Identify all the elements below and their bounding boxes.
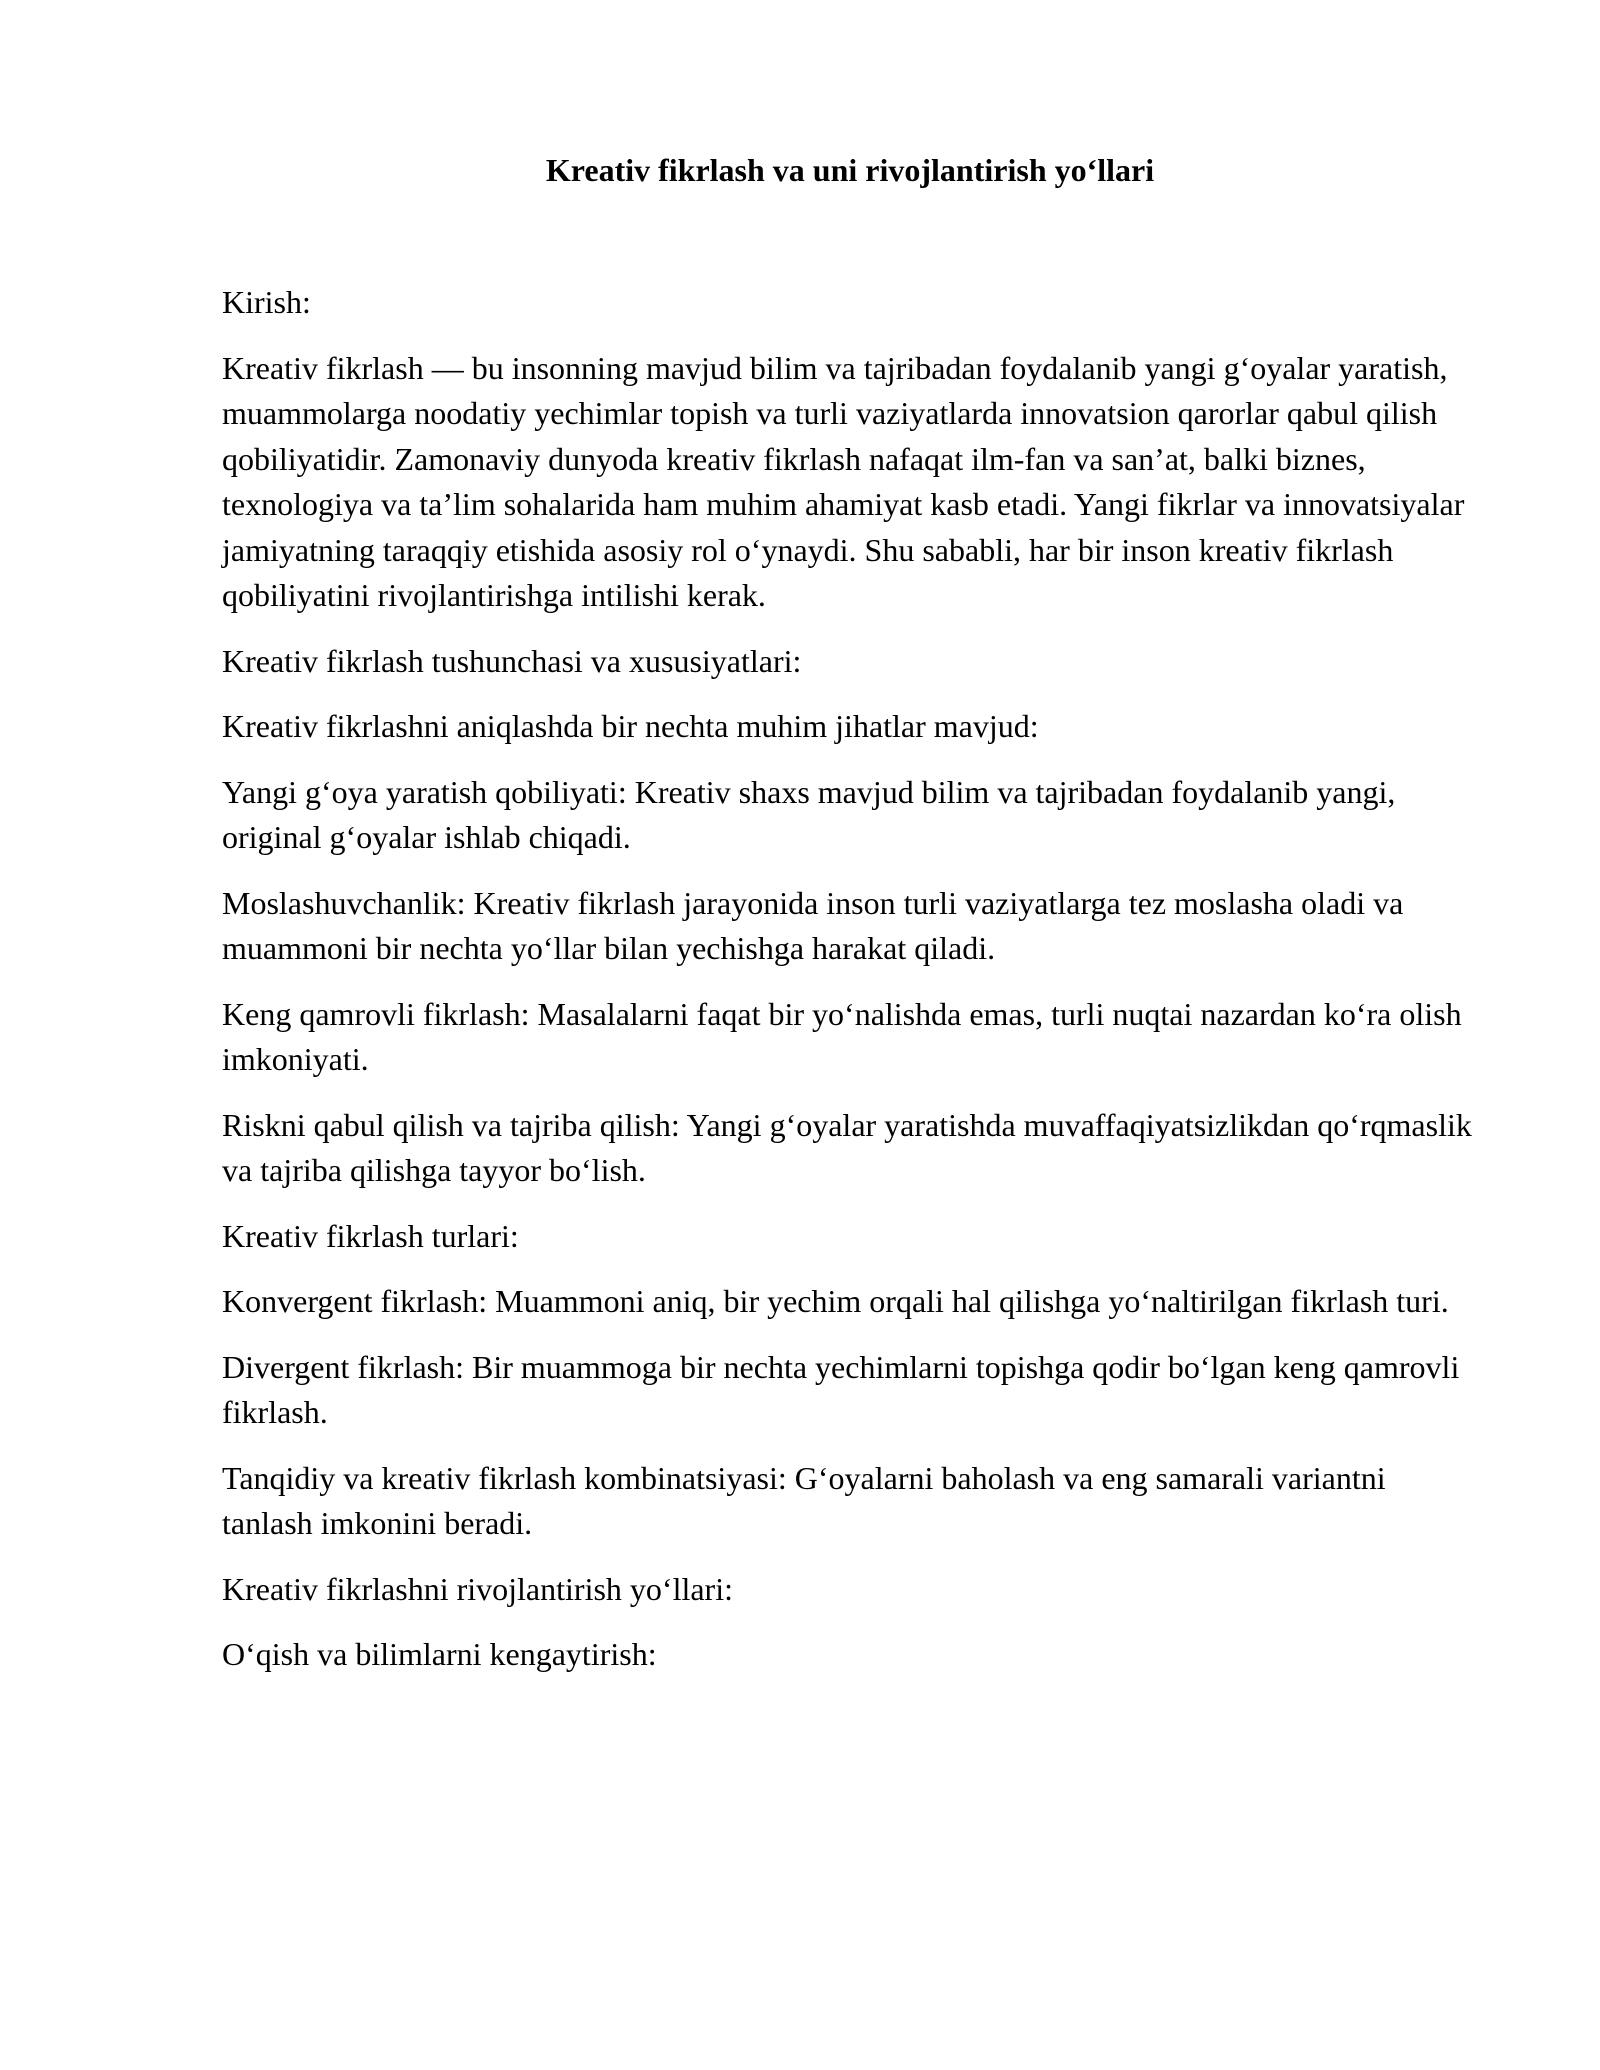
paragraph-aspects-lead: Kreativ fikrlashni aniqlashda bir nechta muhim jihatlar mavjud: bbox=[222, 708, 1039, 744]
section-heading-types: Kreativ fikrlash turlari: bbox=[222, 1217, 519, 1254]
paragraph-convergent: Konvergent fikrlash: Muammoni aniq, bir yechim orqali hal qilishga yo‘naltirilgan fikrlash turi. bbox=[222, 1283, 1449, 1319]
document-title: Kreativ fikrlash va uni rivojlantirish yo‘llari bbox=[545, 152, 1155, 188]
document-body bbox=[222, 280, 1478, 1698]
paragraph-combination: Tanqidiy va kreativ fikrlash kombinatsiyasi: G‘oyalarni baholash va eng samarali variantni tanlash imkonini beradi. bbox=[222, 1459, 1386, 1541]
paragraph-reading: O‘qish va bilimlarni kengaytirish: bbox=[222, 1636, 657, 1672]
paragraph-risk: Riskni qabul qilish va tajriba qilish: Yangi g‘oyalar yaratishda muvaffaqiyatsizlikdan qo‘rqmaslik va tajriba qilishga tayyor bo‘lish. bbox=[222, 1106, 1472, 1188]
paragraph-new-idea: Yangi g‘oya yaratish qobiliyati: Kreativ shaxs mavjud bilim va tajribadan foydalanib yangi, original g‘oyalar ishlab chiqadi. bbox=[222, 773, 1396, 855]
paragraph-broad-thinking: Keng qamrovli fikrlash: Masalalarni faqat bir yo‘nalishda emas, turli nuqtai nazardan ko‘ra olish imkoniyati. bbox=[222, 995, 1462, 1077]
section-heading-development: Kreativ fikrlashni rivojlantirish yo‘llari: bbox=[222, 1570, 733, 1607]
section-heading-intro: Kirish: bbox=[222, 284, 311, 320]
paragraph-intro: Kreativ fikrlash — bu insonning mavjud bilim va tajribadan foydalanib yangi g‘oyalar yaratish, muammolarga noodatiy yechimlar topish va turli vaziyatlarda innovatsion qarorlar qabul qilish qobiliyatidir. Zamonaviy dunyoda kreativ fikrlash nafaqat ilm-fan va san’at, balki biznes, texnologiya va ta’lim sohalarida ham muhim ahamiyat kasb etadi. Yangi fikrlar va innovatsiyalar jamiyatning taraqqiy etishida asosiy rol o‘ynaydi. Shu sababli, har bir inson kreativ fikrlash qobiliyatini rivojlantirishga intilishi kerak. bbox=[222, 349, 1465, 613]
paragraph-flexibility: Moslashuvchanlik: Kreativ fikrlash jarayonida inson turli vaziyatlarga tez moslasha oladi va muammoni bir nechta yo‘llar bilan yechishga harakat qiladi. bbox=[222, 884, 1404, 966]
section-heading-concept: Kreativ fikrlash tushunchasi va xususiyatlari: bbox=[222, 642, 802, 679]
paragraph-divergent: Divergent fikrlash: Bir muammoga bir nechta yechimlarni topishga qodir bo‘lgan keng qamrovli fikrlash. bbox=[222, 1348, 1460, 1430]
